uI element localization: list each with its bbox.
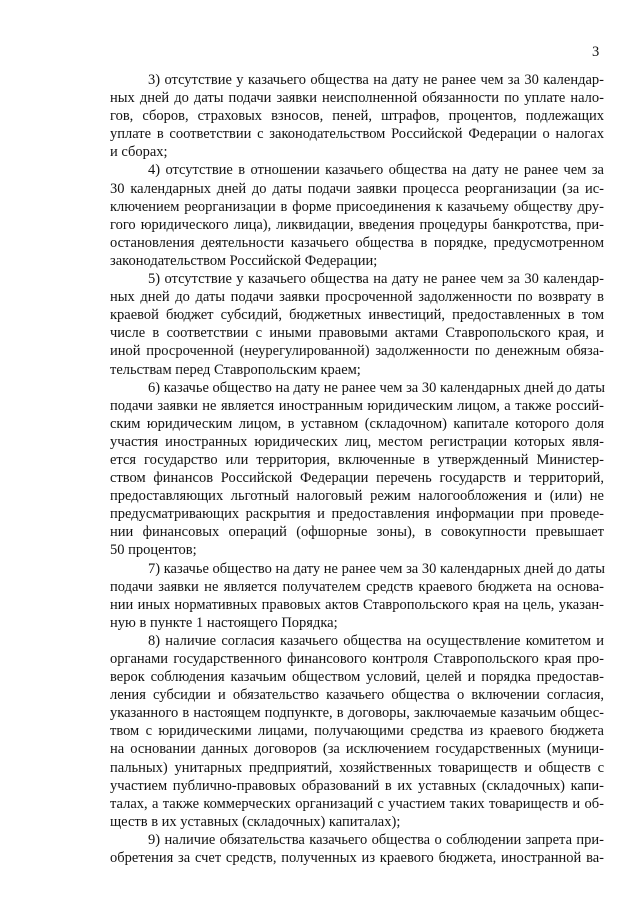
text-line: указанного в настоящем подпункте, в договоры, заключаемые казачьим общес- [110,705,604,722]
text-line: органами государственного финансового контроля Ставропольского края про- [110,651,604,667]
text-line: подачи заявки не является иностранным юридическим лицом, а также россий- [110,397,604,414]
text-line: 3) отсутствие у казачьего общества на дату не ранее чем за 30 календар- [148,72,604,88]
text-line: остановления деятельности казачьего общества в порядке, предусмотренном [110,234,604,251]
text-line: на основании данных договоров (за исключением государственных (муници- [110,741,604,758]
document-body [110,71,604,867]
text-line: 9) наличие обязательства казачьего общества о соблюдении запрета при- [148,831,604,848]
paragraph-p6 [110,379,604,560]
paragraph-p7 [110,560,604,632]
text-line: участием публично-правовых образований в их уставных (складочных) капи- [110,777,604,794]
text-line: уплате в соответствии с законодательством Российской Федерации о налогах [110,126,604,143]
text-line: 5) отсутствие у казачьего общества на дату не ранее чем за 30 календар- [148,271,604,288]
text-line: 30 календарных дней до даты подачи заявки процесса реорганизации (за ис- [110,180,604,197]
text-line: обретения за счет средств, полученных из краевого бюджета, иностранной ва- [110,850,604,867]
text-line: краевой бюджет субсидий, бюджетных инвестиций, предоставленных в том [110,307,604,324]
text-line: ется государство или территория, включенные в утвержденный Министер- [110,451,604,468]
text-line: нии финансовых операций (офшорные зоны), в совокупности превышает [110,524,604,541]
text-line: ключением реорганизации в форме присоединения к казачьему обществу дру- [110,198,604,215]
text-line: ных дней до даты подачи заявки неисполненной обязанности по уплате нало- [110,90,604,107]
text-line: законодательством Российской Федерации; [110,252,378,269]
text-line: предусматривающих раскрытия и предоставления информации при проведе- [110,506,604,523]
text-line: ским юридическим лицом, в уставном (складочном) капитале которого доля [110,415,604,432]
text-line: иной просроченной (неурегулированной) задолженности по денежным обяза- [110,343,604,360]
page-number: 3 [592,44,600,60]
paragraph-p3 [110,71,604,161]
text-line: гого юридического лица), ликвидации, введения процедуры банкротства, при- [110,216,604,233]
text-line: подачи заявки не является получателем средств краевого бюджета на основа- [110,578,604,595]
text-line: тельствам перед Ставропольским краем; [110,361,361,378]
paragraph-p4 [110,161,604,270]
text-line: 4) отсутствие в отношении казачьего общества на дату не ранее чем за [148,162,604,179]
text-line: верок соблюдения казачьим обществом условий, целей и порядка предостав- [110,669,604,686]
paragraph-p9 [110,831,604,867]
text-line: твом с юридическими лицами, получающими средства из краевого бюджета [110,723,604,740]
text-line: 7) казачье общество на дату не ранее чем за 30 календарных дней до даты [148,560,605,577]
text-line: 8) наличие согласия казачьего общества на осуществление комитетом и [148,632,604,649]
text-line: талах, а также коммерческих организаций с участием таких товариществ и об- [110,795,604,812]
text-line: нии иных нормативных правовых актов Ставропольского края на цель, указан- [110,596,604,613]
paragraph-p5 [110,270,604,379]
text-line: пальных) унитарных предприятий, хозяйственных товариществ и обществ с [110,759,604,776]
text-line: ством финансов Российской Федерации перечень государств и территорий, [110,470,604,487]
text-line: ных дней до даты подачи заявки просроченной задолженности по возврату в [110,289,604,306]
text-line: гов, сборов, страховых взносов, пеней, штрафов, процентов, подлежащих [110,108,604,125]
text-line: ную в пункте 1 настоящего Порядка; [110,614,338,631]
text-line: числе в соответствии с иными правовыми актами Ставропольского края, и [110,325,604,342]
text-line: ществ в их уставных (складочных) капиталах); [110,813,401,830]
text-line: участия иностранных юридических лиц, местом регистрации которых явля- [110,433,604,450]
paragraph-p8 [110,632,604,831]
text-line: 50 процентов; [110,542,197,559]
text-line: предоставляющих льготный налоговый режим налогообложения и (или) не [110,488,604,505]
text-line: ления субсидии и обязательство казачьего общества о включении согласия, [110,687,604,704]
text-line: и сборах; [110,144,168,161]
text-line: 6) казачье общество на дату не ранее чем за 30 календарных дней до даты [148,379,605,396]
